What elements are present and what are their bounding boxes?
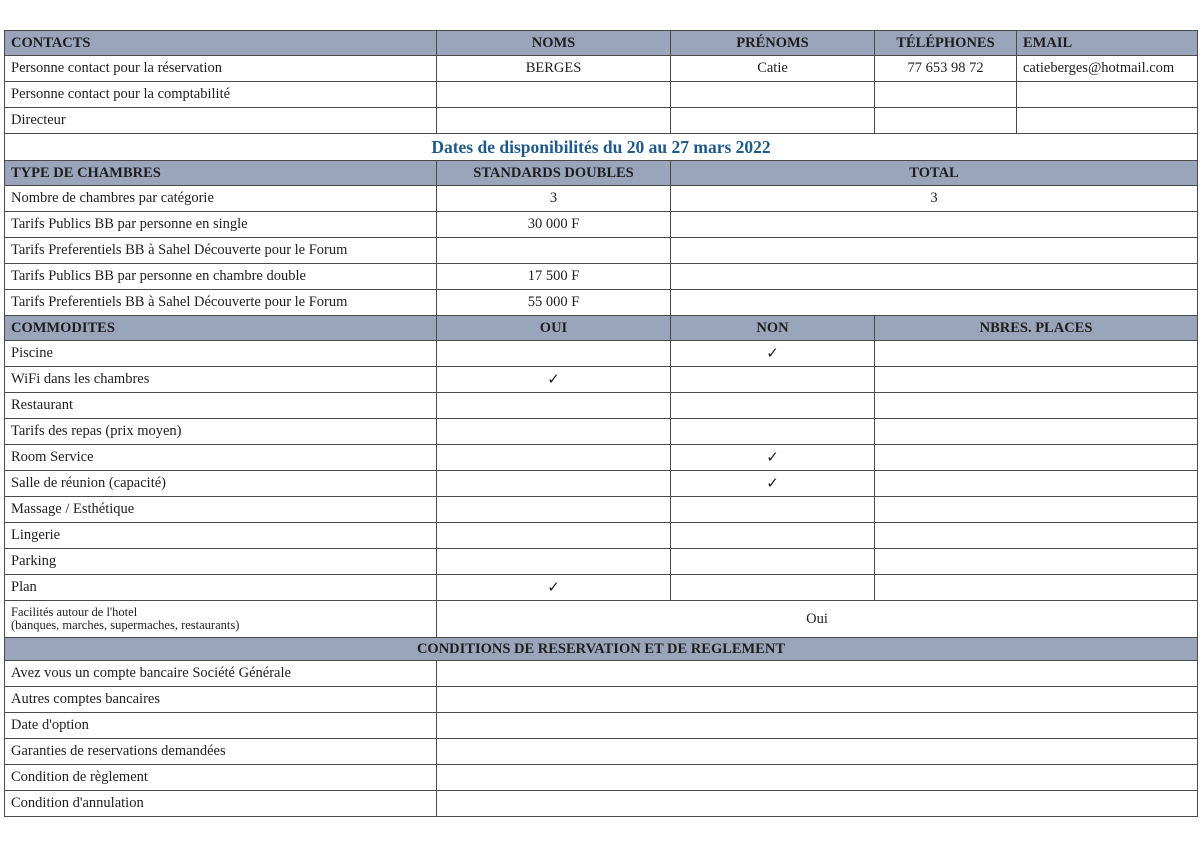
amenity-non-cell: ✓ <box>671 445 875 471</box>
facilities-label <box>5 601 437 638</box>
amenity-label: Massage / Esthétique <box>5 497 437 523</box>
amenity-oui-cell <box>437 393 671 419</box>
table-row <box>5 661 1198 687</box>
room-standard-cell <box>437 238 671 264</box>
condition-label: Garanties de reservations demandées <box>5 739 437 765</box>
table-row <box>5 575 1198 601</box>
amenity-oui-cell <box>437 549 671 575</box>
rooms-header-row <box>5 161 1198 186</box>
room-standard-cell: 17 500 F <box>437 264 671 290</box>
contact-nom-cell <box>437 82 671 108</box>
room-standard-cell: 3 <box>437 186 671 212</box>
amenity-non-cell <box>671 367 875 393</box>
condition-value-cell <box>437 739 1198 765</box>
conditions-header: CONDITIONS DE RESERVATION ET DE REGLEMENT <box>5 638 1198 661</box>
table-row <box>5 419 1198 445</box>
room-label: Tarifs Publics BB par personne en chambre double <box>5 264 437 290</box>
oui-header: OUI <box>437 316 671 341</box>
condition-value-cell <box>437 791 1198 817</box>
room-label: Tarifs Preferentiels BB à Sahel Découverte pour le Forum <box>5 290 437 316</box>
condition-value-cell <box>437 687 1198 713</box>
room-total-cell <box>671 290 1198 316</box>
amenity-oui-cell <box>437 471 671 497</box>
amenity-non-cell: ✓ <box>671 471 875 497</box>
amenity-places-cell <box>875 575 1198 601</box>
contact-email-cell <box>1017 108 1198 134</box>
room-label: Nombre de chambres par catégorie <box>5 186 437 212</box>
table-row <box>5 791 1198 817</box>
table-row <box>5 765 1198 791</box>
amenity-places-cell <box>875 497 1198 523</box>
total-header: TOTAL <box>671 161 1198 186</box>
prenoms-header: PRÉNOMS <box>671 31 875 56</box>
table-row <box>5 523 1198 549</box>
table-row <box>5 367 1198 393</box>
contacts-header: CONTACTS <box>5 31 437 56</box>
amenity-places-cell <box>875 549 1198 575</box>
table-row <box>5 471 1198 497</box>
conditions-header-row <box>5 638 1198 661</box>
condition-label: Avez vous un compte bancaire Société Générale <box>5 661 437 687</box>
email-header: EMAIL <box>1017 31 1198 56</box>
telephones-header: TÉLÉPHONES <box>875 31 1017 56</box>
amenity-non-cell <box>671 497 875 523</box>
table-row <box>5 290 1198 316</box>
room-total-cell <box>671 238 1198 264</box>
amenity-non-cell <box>671 419 875 445</box>
condition-label: Date d'option <box>5 713 437 739</box>
amenity-label: WiFi dans les chambres <box>5 367 437 393</box>
contact-prenom-cell <box>671 108 875 134</box>
amenity-places-cell <box>875 367 1198 393</box>
condition-value-cell <box>437 713 1198 739</box>
table-row <box>5 238 1198 264</box>
table-row <box>5 739 1198 765</box>
contact-prenom-cell: Catie <box>671 56 875 82</box>
room-standard-cell: 30 000 F <box>437 212 671 238</box>
contact-label: Directeur <box>5 108 437 134</box>
contacts-header-row <box>5 31 1198 56</box>
amenity-oui-cell <box>437 419 671 445</box>
noms-header: NOMS <box>437 31 671 56</box>
amenity-oui-cell <box>437 341 671 367</box>
contact-label: Personne contact pour la réservation <box>5 56 437 82</box>
amenity-places-cell <box>875 471 1198 497</box>
amenity-oui-cell <box>437 523 671 549</box>
room-label: Tarifs Publics BB par personne en single <box>5 212 437 238</box>
contact-label: Personne contact pour la comptabilité <box>5 82 437 108</box>
table-row <box>5 264 1198 290</box>
reservation-form-table <box>4 30 1198 817</box>
amenity-places-cell <box>875 523 1198 549</box>
amenity-non-cell <box>671 523 875 549</box>
table-row <box>5 212 1198 238</box>
amenity-label: Plan <box>5 575 437 601</box>
amenity-label: Parking <box>5 549 437 575</box>
condition-label: Condition d'annulation <box>5 791 437 817</box>
dates-title: Dates de disponibilités du 20 au 27 mars 2022 <box>5 134 1198 161</box>
condition-label: Autres comptes bancaires <box>5 687 437 713</box>
amenity-label: Tarifs des repas (prix moyen) <box>5 419 437 445</box>
table-row <box>5 497 1198 523</box>
amenity-places-cell <box>875 341 1198 367</box>
table-row <box>5 393 1198 419</box>
contact-telephone-cell <box>875 108 1017 134</box>
table-row <box>5 549 1198 575</box>
places-header: NBRES. PLACES <box>875 316 1198 341</box>
facilities-value: Oui <box>437 601 1198 638</box>
table-row <box>5 108 1198 134</box>
table-row <box>5 341 1198 367</box>
amenity-oui-cell: ✓ <box>437 575 671 601</box>
amenity-places-cell <box>875 419 1198 445</box>
table-row <box>5 56 1198 82</box>
room-label: Tarifs Preferentiels BB à Sahel Découverte pour le Forum <box>5 238 437 264</box>
amenity-non-cell: ✓ <box>671 341 875 367</box>
amenity-non-cell <box>671 575 875 601</box>
room-standard-cell: 55 000 F <box>437 290 671 316</box>
facilities-label-line1: Facilités autour de l'hotel <box>11 605 138 619</box>
dates-title-row <box>5 134 1198 161</box>
condition-value-cell <box>437 765 1198 791</box>
amenity-label: Lingerie <box>5 523 437 549</box>
standards-doubles-header: STANDARDS DOUBLES <box>437 161 671 186</box>
amenity-oui-cell: ✓ <box>437 367 671 393</box>
amenity-places-cell <box>875 393 1198 419</box>
amenity-oui-cell <box>437 445 671 471</box>
room-total-cell <box>671 212 1198 238</box>
amenity-places-cell <box>875 445 1198 471</box>
table-row <box>5 82 1198 108</box>
amenity-label: Restaurant <box>5 393 437 419</box>
amenity-label: Room Service <box>5 445 437 471</box>
contact-telephone-cell: 77 653 98 72 <box>875 56 1017 82</box>
contact-nom-cell: BERGES <box>437 56 671 82</box>
facilities-label-line2: (banques, marches, supermaches, restaurants) <box>11 618 240 632</box>
condition-value-cell <box>437 661 1198 687</box>
amenity-label: Salle de réunion (capacité) <box>5 471 437 497</box>
table-row <box>5 445 1198 471</box>
amenity-non-cell <box>671 393 875 419</box>
room-type-header: TYPE DE CHAMBRES <box>5 161 437 186</box>
room-total-cell <box>671 264 1198 290</box>
contact-telephone-cell <box>875 82 1017 108</box>
contact-nom-cell <box>437 108 671 134</box>
amenity-non-cell <box>671 549 875 575</box>
table-row <box>5 713 1198 739</box>
room-total-cell: 3 <box>671 186 1198 212</box>
amenities-header-row <box>5 316 1198 341</box>
contact-email-cell <box>1017 82 1198 108</box>
table-row <box>5 186 1198 212</box>
facilities-row <box>5 601 1198 638</box>
non-header: NON <box>671 316 875 341</box>
table-row <box>5 687 1198 713</box>
amenity-oui-cell <box>437 497 671 523</box>
contact-email-cell: catieberges@hotmail.com <box>1017 56 1198 82</box>
contact-prenom-cell <box>671 82 875 108</box>
amenity-label: Piscine <box>5 341 437 367</box>
condition-label: Condition de règlement <box>5 765 437 791</box>
commodites-header: COMMODITES <box>5 316 437 341</box>
